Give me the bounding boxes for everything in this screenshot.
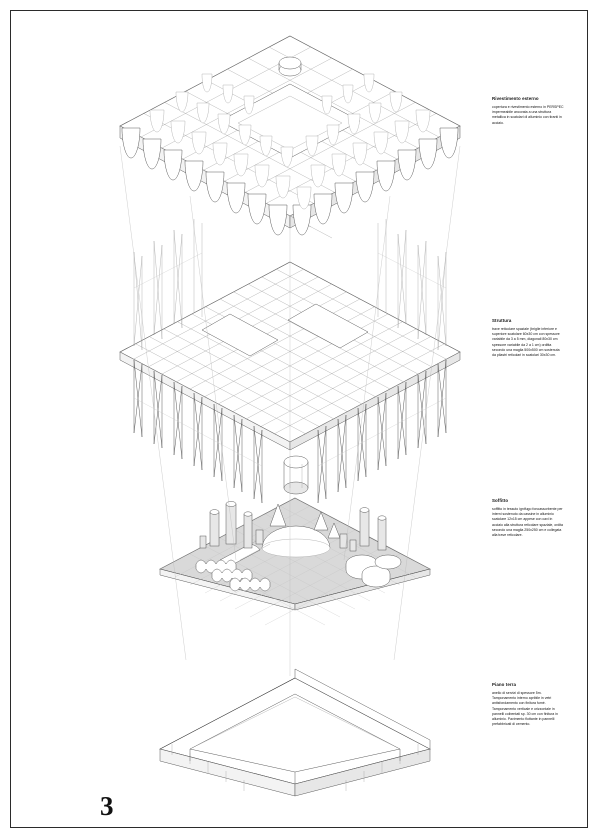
annotation-title: Soffitto [492, 498, 509, 503]
plate-number: 3 [100, 791, 114, 821]
annotation-body: soffitto in tessuto ignifugo fonoassorbente per interni sostenuto da cassine in alluminio scatolare 12x15 cm appese con cavi in acciaio alla struttura reticolare spaziale, ordita secondo una maglia 250x250 cm e collegata alla trave reticolare. [492, 506, 564, 538]
annotation-body: trave reticolare spaziale (briglie inferiore e superiore scatolare 60x30 cm con spessore variabile da 3 a 5 mm, diagonali 80x30 cm spessore variabile da 2 a 1 cm) orditta secondo una maglia 500x500 cm sostenuta da pilastri reticolari in scatolari 30x30 cm. [492, 326, 560, 358]
annotation-struttura [492, 318, 564, 358]
annotation-title: Piano terra [492, 682, 517, 687]
annotation-title: Rivestimento esterno [492, 96, 539, 101]
annotation-rivestimento [492, 96, 564, 126]
annotation-piano-terra [492, 682, 564, 728]
annotation-soffitto [492, 498, 564, 538]
annotation-body: copertura e rivestimento esterno in PERSPEC impermeabile ancorata a una struttura metallica in scatolari di alluminio con tiranti in acciaio. [492, 104, 564, 125]
annotation-body: anello di servizi di spessore 5m. Tamponamento interno apribile in vetri antisfondamento con finitura fumé. Tamponamento verticale e orizzontale in pannelli coibentati sp. 30 cm con finitura in alluminio. Pavimento flottante in pannelli prefabbricati di cemento. [492, 690, 558, 727]
annotation-title: Struttura [492, 318, 512, 323]
